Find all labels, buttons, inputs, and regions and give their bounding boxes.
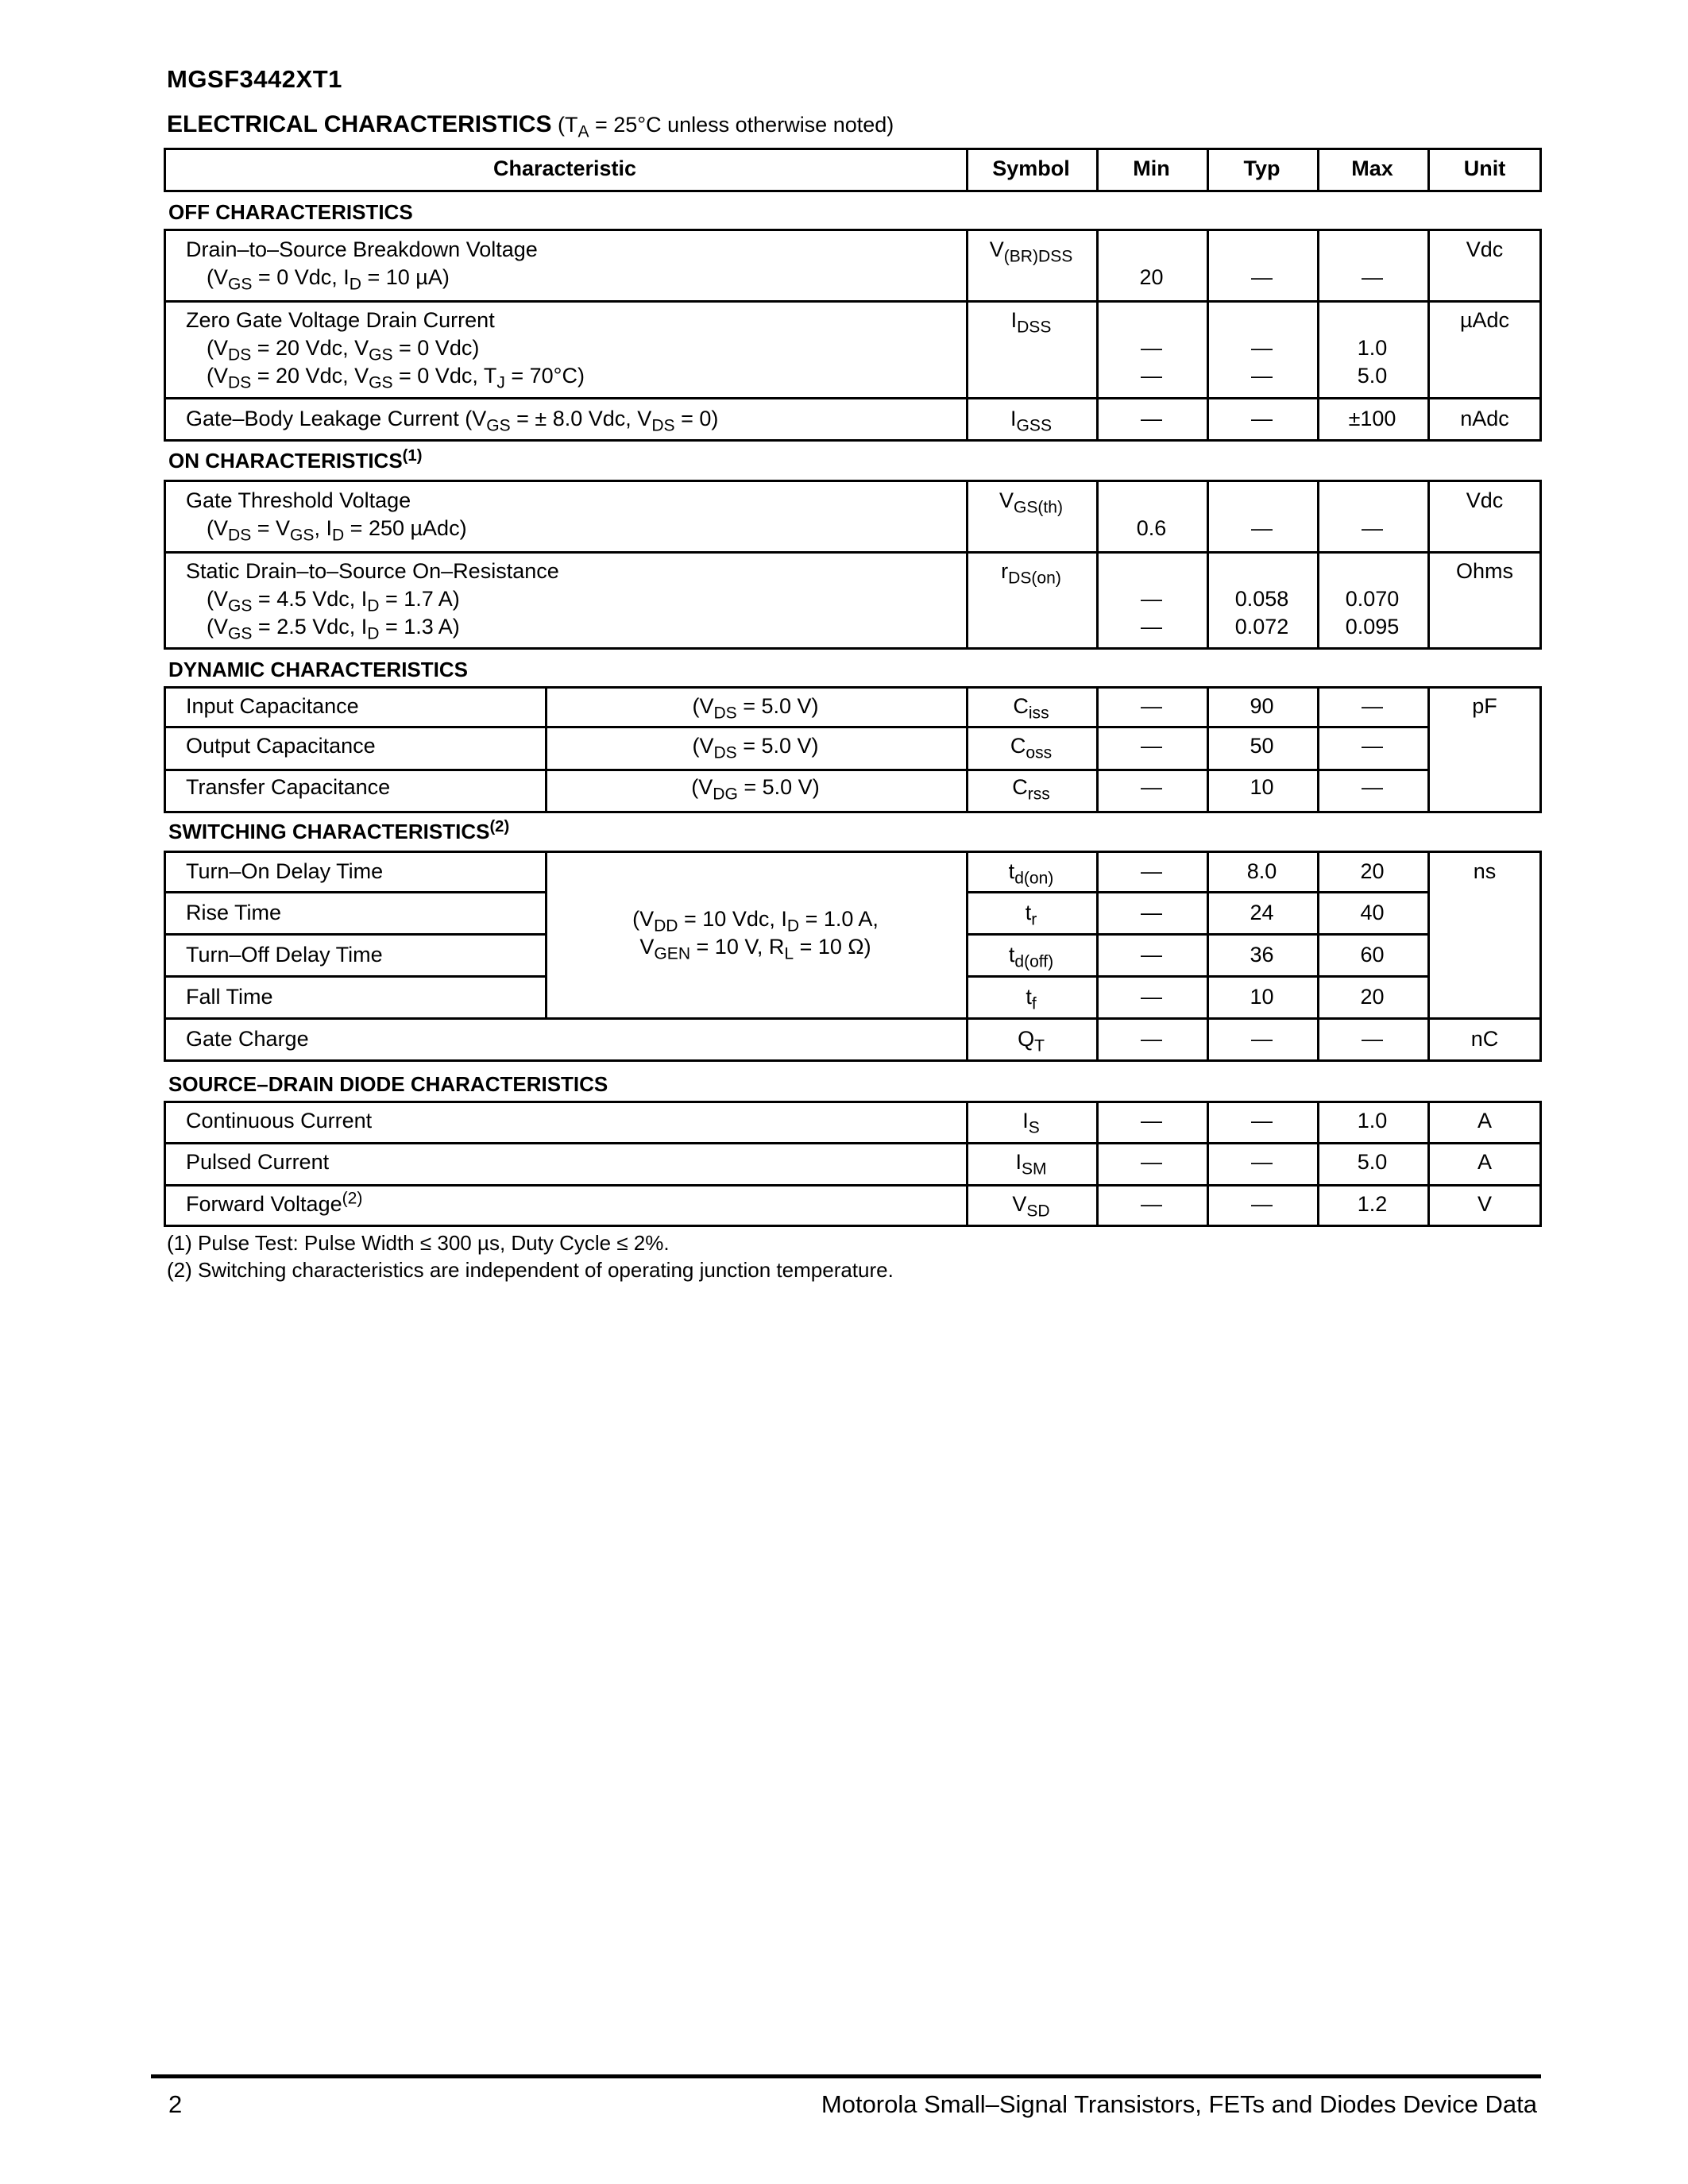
cap-unit: pF — [1472, 694, 1497, 718]
is-typ: — — [1251, 1109, 1273, 1133]
is-symbol: $I_S$ — [1022, 1109, 1040, 1137]
qt-min: — — [1141, 1027, 1162, 1051]
rds-max-2: 0.095 — [1345, 615, 1400, 639]
tdoff-typ: 36 — [1250, 943, 1274, 967]
tf-min: — — [1141, 985, 1162, 1009]
footer-rule — [151, 2074, 1541, 2078]
is-min: — — [1141, 1109, 1162, 1133]
idss-typ-1: — — [1251, 336, 1273, 360]
idss-min-1: — — [1141, 336, 1162, 360]
is-unit: A — [1477, 1109, 1492, 1133]
vsd-max: 1.2 — [1357, 1192, 1388, 1216]
section-dynamic: DYNAMIC CHARACTERISTICS — [168, 658, 468, 681]
idss-max-2: 5.0 — [1357, 364, 1388, 388]
title-main: ELECTRICAL CHARACTERISTICS — [167, 111, 552, 137]
vgsth-symbol: $V_{GS(th)}$ — [999, 488, 1063, 517]
tdon-name: Turn–On Delay Time — [186, 859, 384, 883]
bvdss-condition: ($V_{GS} = 0$ Vdc, $I_D = 10$ µA) — [207, 265, 450, 294]
idss-min-2: — — [1141, 364, 1162, 388]
rds-condition-1: ($V_{GS} = 4.5$ Vdc, $I_D = 1.7$ A) — [207, 587, 460, 615]
bvdss-unit: Vdc — [1466, 237, 1504, 261]
tf-max: 20 — [1360, 985, 1385, 1009]
crss-condition: ($V_{DG} = 5.0$ V) — [691, 775, 820, 804]
qt-unit: nC — [1470, 1027, 1499, 1051]
ism-min: — — [1141, 1150, 1162, 1174]
rds-name: Static Drain–to–Source On–Resistance — [186, 559, 559, 583]
bvdss-typ: — — [1251, 265, 1273, 289]
qt-name: Gate Charge — [186, 1027, 309, 1051]
rds-max-1: 0.070 — [1345, 587, 1400, 611]
bvdss-min: 20 — [1139, 265, 1164, 289]
igss-max: ±100 — [1348, 407, 1396, 430]
rds-min-1: — — [1141, 587, 1162, 611]
ism-symbol: $I_{SM}$ — [1015, 1150, 1047, 1179]
ciss-typ: 90 — [1250, 694, 1274, 718]
header-typ: Typ — [1243, 156, 1280, 180]
tf-typ: 10 — [1250, 985, 1274, 1009]
crss-min: — — [1141, 775, 1162, 799]
crss-max: — — [1362, 775, 1383, 799]
igss-symbol: $I_{GSS}$ — [1010, 407, 1052, 435]
table-title — [167, 111, 894, 141]
coss-max: — — [1362, 734, 1383, 758]
vgsth-max: — — [1362, 516, 1383, 540]
vgsth-min: 0.6 — [1136, 516, 1167, 540]
switching-condition-1: ($V_{DD} = 10$ Vdc, $I_D = 1.0$ A, — [632, 907, 879, 936]
rds-unit: Ohms — [1455, 559, 1513, 583]
ciss-name: Input Capacitance — [186, 694, 359, 718]
tdon-symbol: $t_{d(on)}$ — [1008, 859, 1054, 888]
tf-name: Fall Time — [186, 985, 273, 1009]
tr-min: — — [1141, 901, 1162, 924]
idss-condition-2: ($V_{DS} = 20$ Vdc, $V_{GS} = 0$ Vdc, $T_J = 70^\circ C$) — [207, 364, 585, 392]
header-unit: Unit — [1463, 156, 1506, 180]
coss-min: — — [1141, 734, 1162, 758]
qt-max: — — [1362, 1027, 1383, 1051]
tdon-max: 20 — [1360, 859, 1385, 883]
is-name: Continuous Current — [186, 1109, 373, 1133]
coss-name: Output Capacitance — [186, 734, 376, 758]
vsd-name: Forward Voltage$^{(2)}$ — [186, 1189, 363, 1216]
tf-symbol: $t_f$ — [1026, 985, 1037, 1013]
tdoff-name: Turn–Off Delay Time — [186, 943, 383, 967]
igss-typ: — — [1251, 407, 1273, 430]
header-symbol: Symbol — [992, 156, 1070, 180]
vgsth-unit: Vdc — [1466, 488, 1504, 512]
section-diode: SOURCE–DRAIN DIODE CHARACTERISTICS — [168, 1072, 608, 1096]
idss-name: Zero Gate Voltage Drain Current — [186, 308, 495, 332]
vgsth-typ: — — [1251, 516, 1273, 540]
coss-typ: 50 — [1250, 734, 1274, 758]
idss-unit: µAdc — [1459, 308, 1510, 332]
header-max: Max — [1351, 156, 1393, 180]
crss-name: Transfer Capacitance — [186, 775, 391, 799]
footnote-2: (2) Switching characteristics are independent of operating junction temperature. — [167, 1258, 894, 1282]
is-max: 1.0 — [1357, 1109, 1388, 1133]
rds-typ-1: 0.058 — [1234, 587, 1289, 611]
idss-condition-1: ($V_{DS} = 20$ Vdc, $V_{GS} = 0$ Vdc) — [207, 336, 480, 365]
tr-typ: 24 — [1250, 901, 1274, 924]
section-on: ON CHARACTERISTICS$^{(1)}$ — [168, 446, 423, 473]
publication-title: Motorola Small–Signal Transistors, FETs and Diodes Device Data — [821, 2090, 1537, 2118]
tdoff-symbol: $t_{d(off)}$ — [1008, 943, 1054, 971]
rds-condition-2: ($V_{GS} = 2.5$ Vdc, $I_D = 1.3$ A) — [207, 615, 460, 643]
qt-symbol: $Q_T$ — [1018, 1027, 1045, 1055]
switching-unit: ns — [1473, 859, 1497, 883]
tdon-typ: 8.0 — [1246, 859, 1277, 883]
igss-min: — — [1141, 407, 1162, 430]
ism-unit: A — [1477, 1150, 1492, 1174]
idss-max-1: 1.0 — [1357, 336, 1388, 360]
switching-condition-2: $V_{GEN} = 10$ V, $R_L = 10$ Ω) — [639, 935, 871, 963]
tdoff-min: — — [1141, 943, 1162, 967]
ciss-symbol: $C_{iss}$ — [1013, 694, 1049, 723]
bvdss-symbol: $V_{(BR)DSS}$ — [989, 237, 1073, 266]
tdoff-max: 60 — [1360, 943, 1385, 967]
header-characteristic: Characteristic — [492, 156, 637, 180]
ciss-max: — — [1362, 694, 1383, 718]
header-min: Min — [1133, 156, 1170, 180]
page-number: 2 — [168, 2090, 183, 2118]
ism-typ: — — [1251, 1150, 1273, 1174]
coss-condition: ($V_{DS} = 5.0$ V) — [692, 734, 819, 762]
rds-min-2: — — [1141, 615, 1162, 639]
ciss-condition: ($V_{DS} = 5.0$ V) — [692, 694, 819, 723]
vgsth-name: Gate Threshold Voltage — [186, 488, 411, 512]
tr-symbol: $t_r$ — [1025, 901, 1037, 929]
rds-symbol: $r_{DS(on)}$ — [1001, 559, 1061, 588]
idss-typ-2: — — [1251, 364, 1273, 388]
section-off: OFF CHARACTERISTICS — [168, 200, 413, 224]
section-switching: SWITCHING CHARACTERISTICS$^{(2)}$ — [168, 817, 510, 843]
igss-unit: nAdc — [1460, 407, 1509, 430]
title-conditions: ($T_A = 25^\circ C$ unless otherwise noted) — [551, 113, 894, 141]
vsd-unit: V — [1477, 1192, 1492, 1216]
ism-name: Pulsed Current — [186, 1150, 330, 1174]
part-number: MGSF3442XT1 — [167, 65, 342, 93]
tdon-min: — — [1141, 859, 1162, 883]
bvdss-max: — — [1362, 265, 1383, 289]
crss-symbol: $C_{rss}$ — [1012, 775, 1050, 804]
vsd-typ: — — [1251, 1192, 1273, 1216]
vsd-symbol: $V_{SD}$ — [1012, 1192, 1050, 1221]
vgsth-condition: ($V_{DS} = V_{GS}$, $I_D = 250$ µAdc) — [207, 516, 467, 545]
coss-symbol: $C_{oss}$ — [1010, 734, 1053, 762]
crss-typ: 10 — [1250, 775, 1274, 799]
vsd-min: — — [1141, 1192, 1162, 1216]
footnote-1: (1) Pulse Test: Pulse Width ≤ 300 µs, Duty Cycle ≤ 2%. — [167, 1231, 670, 1255]
ism-max: 5.0 — [1357, 1150, 1388, 1174]
bvdss-name: Drain–to–Source Breakdown Voltage — [186, 237, 538, 261]
tr-max: 40 — [1360, 901, 1385, 924]
igss-name: Gate–Body Leakage Current ($V_{GS}$ = ± 8.0 Vdc, $V_{DS} = 0$) — [186, 407, 719, 435]
tr-name: Rise Time — [186, 901, 282, 924]
idss-symbol: $I_{DSS}$ — [1010, 308, 1052, 337]
ciss-min: — — [1141, 694, 1162, 718]
rds-typ-2: 0.072 — [1234, 615, 1289, 639]
qt-typ: — — [1251, 1027, 1273, 1051]
